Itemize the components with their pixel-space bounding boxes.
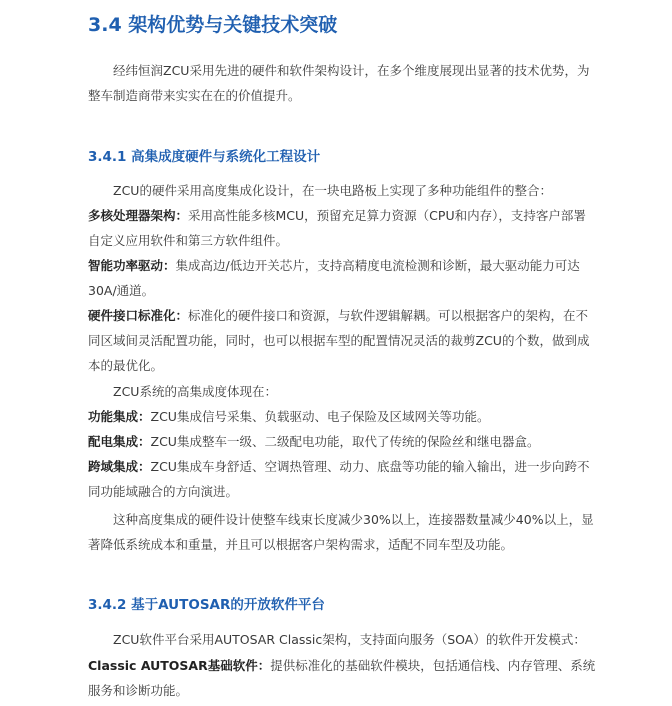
- list-item-label: 跨域集成：: [88, 459, 151, 474]
- list-item-hw-interface: [88, 303, 596, 378]
- sub2-intro: ZCU软件平台采用AUTOSAR Classic架构，支持面向服务（SOA）的软件开发模式：: [113, 632, 586, 647]
- integration-intro: ZCU系统的高集成度体现在：: [113, 384, 277, 399]
- sub1-conclusion: 这种高度集成的硬件设计使整车线束长度减少30%以上，连接器数量减少40%以上，显著降低系统成本和重量，并且可以根据客户架构需求，适配不同车型及功能。: [88, 512, 594, 552]
- list-item-label: 功能集成：: [88, 409, 151, 424]
- list-item-classic-autosar: [88, 653, 596, 703]
- integration-item-function: [88, 404, 596, 429]
- list-item-text: 采用高性能多核MCU，预留充足算力资源（CPU和内存），支持客户部署自定义应用软件和第三方软件组件。: [88, 208, 586, 248]
- subsection-title-341: 3.4.1 高集成度硬件与系统化工程设计: [88, 149, 321, 165]
- list-item-label: 配电集成：: [88, 434, 151, 449]
- list-item-text: 集成高边/低边开关芯片，支持高精度电流检测和诊断，最大驱动能力可达30A/通道。: [88, 258, 580, 298]
- list-item-text: 标准化的硬件接口和资源，与软件逻辑解耦。可以根据客户的架构，在不同区域间灵活配置功能，同时，也可以根据车型的配置情况灵活的裁剪ZCU的个数，做到成本的最优化。: [88, 308, 590, 373]
- integration-item-cross-domain: [88, 454, 596, 504]
- section-title: 3.4 架构优势与关键技术突破: [88, 14, 338, 36]
- list-item-label: 智能功率驱动：: [88, 258, 176, 273]
- subsection-title-342: 3.4.2 基于AUTOSAR的开放软件平台: [88, 597, 325, 613]
- list-item-label: 多核处理器架构：: [88, 208, 189, 223]
- integration-item-power: [88, 429, 596, 454]
- list-item-power-drive: [88, 253, 596, 303]
- list-item-text: ZCU集成信号采集、负载驱动、电子保险及区域网关等功能。: [150, 409, 490, 424]
- list-item-text: ZCU集成整车一级、二级配电功能，取代了传统的保险丝和继电器盒。: [150, 434, 540, 449]
- list-item-label: Classic AUTOSAR基础软件：: [88, 658, 271, 673]
- list-item-text: ZCU集成车身舒适、空调热管理、动力、底盘等功能的输入输出，进一步向跨不同功能域融合的方向演进。: [88, 459, 590, 499]
- sub1-intro: ZCU的硬件采用高度集成化设计，在一块电路板上实现了多种功能组件的整合：: [113, 183, 552, 198]
- section-intro: 经纬恒润ZCU采用先进的硬件和软件架构设计，在多个维度展现出显著的技术优势，为整车制造商带来实实在在的价值提升。: [88, 63, 590, 103]
- list-item-text: 提供标准化的基础软件模块，包括通信栈、内存管理、系统服务和诊断功能。: [88, 658, 596, 698]
- list-item-multicore: [88, 203, 596, 253]
- list-item-label: 硬件接口标准化：: [88, 308, 189, 323]
